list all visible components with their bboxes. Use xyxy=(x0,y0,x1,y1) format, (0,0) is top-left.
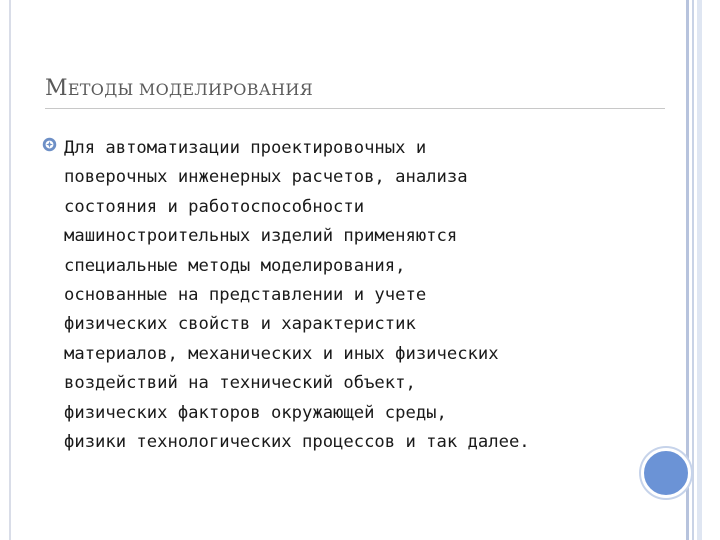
bullet-line: Для автоматизации проектировочных и xyxy=(64,138,427,158)
bullet-line: физических свойств и характеристик xyxy=(64,314,416,335)
bullet-text xyxy=(64,134,642,457)
title-first-letter: М xyxy=(45,76,68,101)
bullet-line: физики технологических процессов и так далее. xyxy=(64,432,530,453)
right-border-stripe xyxy=(692,0,694,540)
decorative-circle xyxy=(641,448,691,498)
bullet-line: физических факторов окружающей среды, xyxy=(64,402,447,423)
slide-title xyxy=(45,76,313,101)
bullet-line: состояния и работоспособности xyxy=(64,196,365,217)
title-underline xyxy=(45,108,665,109)
bullet-line: поверочных инженерных расчетов, анализа xyxy=(64,167,468,188)
bullet-item xyxy=(42,134,642,457)
bullet-line: специальные методы моделирования, xyxy=(64,255,406,276)
circle-star-bullet-icon xyxy=(42,137,57,152)
right-border-stripe xyxy=(697,0,702,540)
title-rest: ЕТОДЫ МОДЕЛИРОВАНИЯ xyxy=(67,80,313,99)
bullet-line: материалов, механических и иных физических xyxy=(64,343,499,364)
bullet-line: машиностроительных изделий применяются xyxy=(64,226,458,247)
left-frame-line xyxy=(9,0,11,540)
bullet-line: основанные на представлении и учете xyxy=(64,285,427,306)
bullet-line: воздействий на технический объект, xyxy=(64,373,416,394)
